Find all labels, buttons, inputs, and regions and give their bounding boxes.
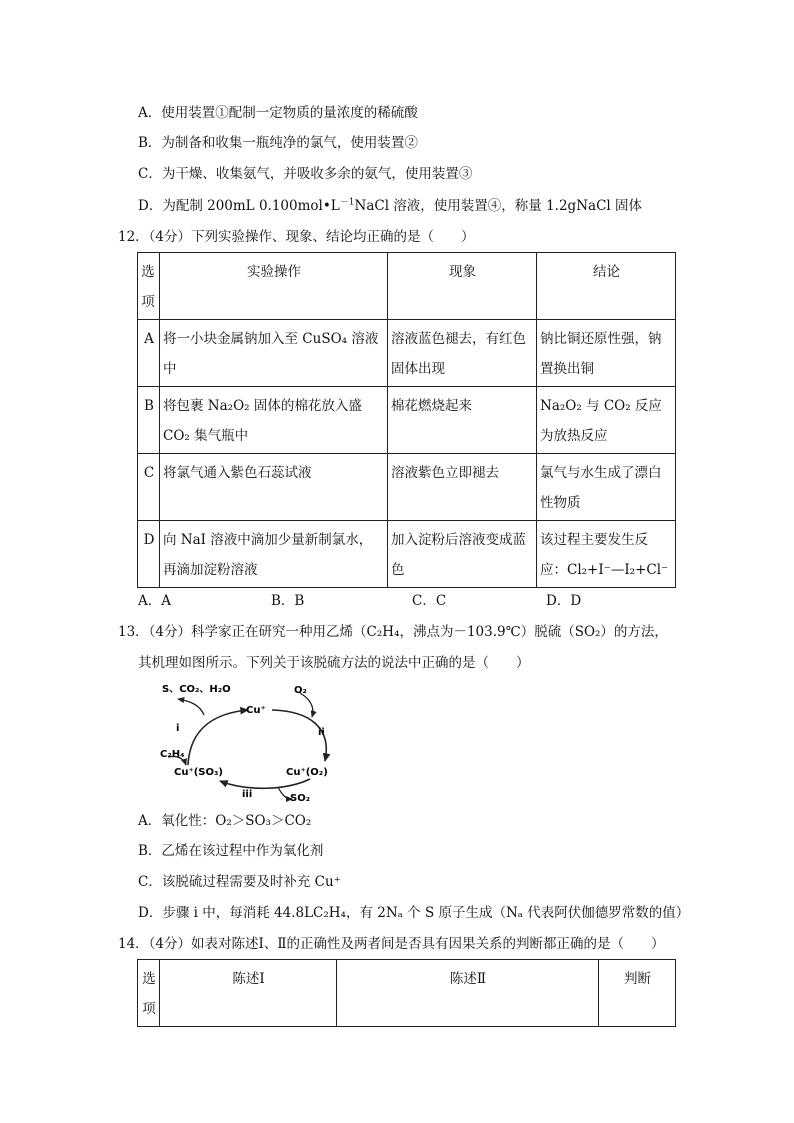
o2-in-arrow (300, 693, 313, 717)
q13-option-a: A．氧化性：O₂＞SO₃＞CO₂ (138, 813, 312, 829)
q12-row-a-conclusion: 钠比铜还原性强，钠置换出铜 (537, 320, 676, 387)
q11-option-d-exponent: －1 (339, 197, 355, 208)
diagram-step-ii-label: ii (318, 727, 325, 738)
q12-header-option: 选项 (138, 253, 160, 320)
q12-row-d-conclusion: 该过程主要发生反应：Cl₂+I⁻—I₂+Cl⁻ (537, 521, 676, 588)
diagram-o2-label: O₂ (294, 685, 307, 696)
diagram-cu-o2-label: Cu⁺(O₂) (286, 767, 328, 778)
q12-stem: 12．（4分）下列实验操作、现象、结论均正确的是（ ） (118, 229, 475, 245)
q11-option-d-prefix: D．为配制 200mL 0.100mol•L (138, 198, 340, 214)
q14-header-option: 选项 (138, 960, 160, 1027)
diagram-step-i-label: i (176, 723, 180, 734)
q14-table (137, 959, 676, 1027)
q12-row-b-conclusion: Na₂O₂ 与 CO₂ 反应为放热反应 (537, 387, 676, 454)
diagram-cu-so3-label: Cu⁺(SO₃) (174, 767, 223, 778)
q12-row-c-operation: 将氯气通入紫色石蕊试液 (160, 454, 388, 521)
q12-row-b-phenomenon: 棉花燃烧起来 (388, 387, 537, 454)
diagram-so2-label: SO₂ (290, 793, 311, 803)
diagram-c2h4-label: C₂H₄ (160, 749, 185, 760)
q13-stem-line1: 13．（4分）科学家正在研究一种用乙烯（C₂H₄，沸点为－103.9℃）脱硫（SO₂）的方法， (118, 624, 668, 640)
q11-option-a: A．使用装置①配制一定物质的量浓度的稀硫酸 (138, 105, 418, 121)
cycle-arc-i (188, 710, 248, 765)
q12-answer-b: B．B (271, 593, 305, 609)
q12-row-a-phenomenon: 溶液蓝色褪去，有红色固体出现 (388, 320, 537, 387)
q14-header-row (138, 960, 676, 1027)
q12-header-operation: 实验操作 (160, 253, 388, 320)
q13-stem-line2: 其机理如图所示。下列关于该脱硫方法的说法中正确的是（ ） (138, 655, 530, 671)
q12-row-b-operation: 将包裹 Na₂O₂ 固体的棉花放入盛 CO₂ 集气瓶中 (160, 387, 388, 454)
table-row (138, 387, 676, 454)
q12-answer-a: A．A (138, 593, 171, 609)
q14-header-statement1: 陈述Ⅰ (160, 960, 337, 1027)
q12-table (137, 252, 676, 588)
q12-row-c-conclusion: 氯气与水生成了漂白性物质 (537, 454, 676, 521)
q11-option-c: C．为干燥、收集氨气，并吸收多余的氨气，使用装置③ (138, 166, 473, 182)
q12-row-d-phenomenon: 加入淀粉后溶液变成蓝色 (388, 521, 537, 588)
q12-row-c-phenomenon: 溶液紫色立即褪去 (388, 454, 537, 521)
diagram-step-iii-label: iii (242, 789, 253, 800)
q12-answer-choices (138, 591, 698, 611)
q13-mechanism-diagram (160, 683, 360, 803)
q14-header-judgement: 判断 (599, 960, 676, 1027)
q12-answer-c: C．C (412, 593, 447, 609)
q13-option-b: B．乙烯在该过程中作为氧化剂 (138, 843, 324, 859)
q12-row-a-operation: 将一小块金属钠加入至 CuSO₄ 溶液中 (160, 320, 388, 387)
q11-option-b: B．为制备和收集一瓶纯净的氯气，使用装置② (138, 135, 418, 151)
products-out-arrow (178, 699, 204, 715)
table-row (138, 320, 676, 387)
q12-row-c-option: C (138, 454, 160, 521)
q12-row-d-option: D (138, 521, 160, 588)
q12-answer-d: D．D (546, 593, 582, 609)
q13-option-d: D．步骤 i 中，每消耗 44.8LC₂H₄，有 2Nₐ 个 S 原子生成（Nₐ 代表阿伏伽德罗常数的值） (138, 905, 690, 921)
q12-row-a-option: A (138, 320, 160, 387)
table-row (138, 521, 676, 588)
q14-stem: 14．（4分）如表对陈述Ⅰ、Ⅱ的正确性及两者间是否具有因果关系的判断都正确的是（ ） (118, 936, 665, 952)
q12-row-d-operation: 向 NaI 溶液中滴加少量新制氯水，再滴加淀粉溶液 (160, 521, 388, 588)
q13-option-c: C．该脱硫过程需要及时补充 Cu⁺ (138, 874, 341, 890)
q11-option-d-suffix: NaCl 溶液，使用装置④，称量 1.2gNaCl 固体 (354, 198, 643, 214)
q14-header-statement2: 陈述Ⅱ (337, 960, 599, 1027)
diagram-cu-plus-label: Cu⁺ (246, 705, 266, 716)
q12-header-conclusion: 结论 (537, 253, 676, 320)
q12-header-phenomenon: 现象 (388, 253, 537, 320)
q12-row-b-option: B (138, 387, 160, 454)
table-row (138, 454, 676, 521)
diagram-products-label: S、CO₂、H₂O (162, 684, 231, 695)
q11-option-d (138, 196, 642, 216)
cycle-arc-iii (220, 779, 310, 788)
q12-header-row (138, 253, 676, 320)
